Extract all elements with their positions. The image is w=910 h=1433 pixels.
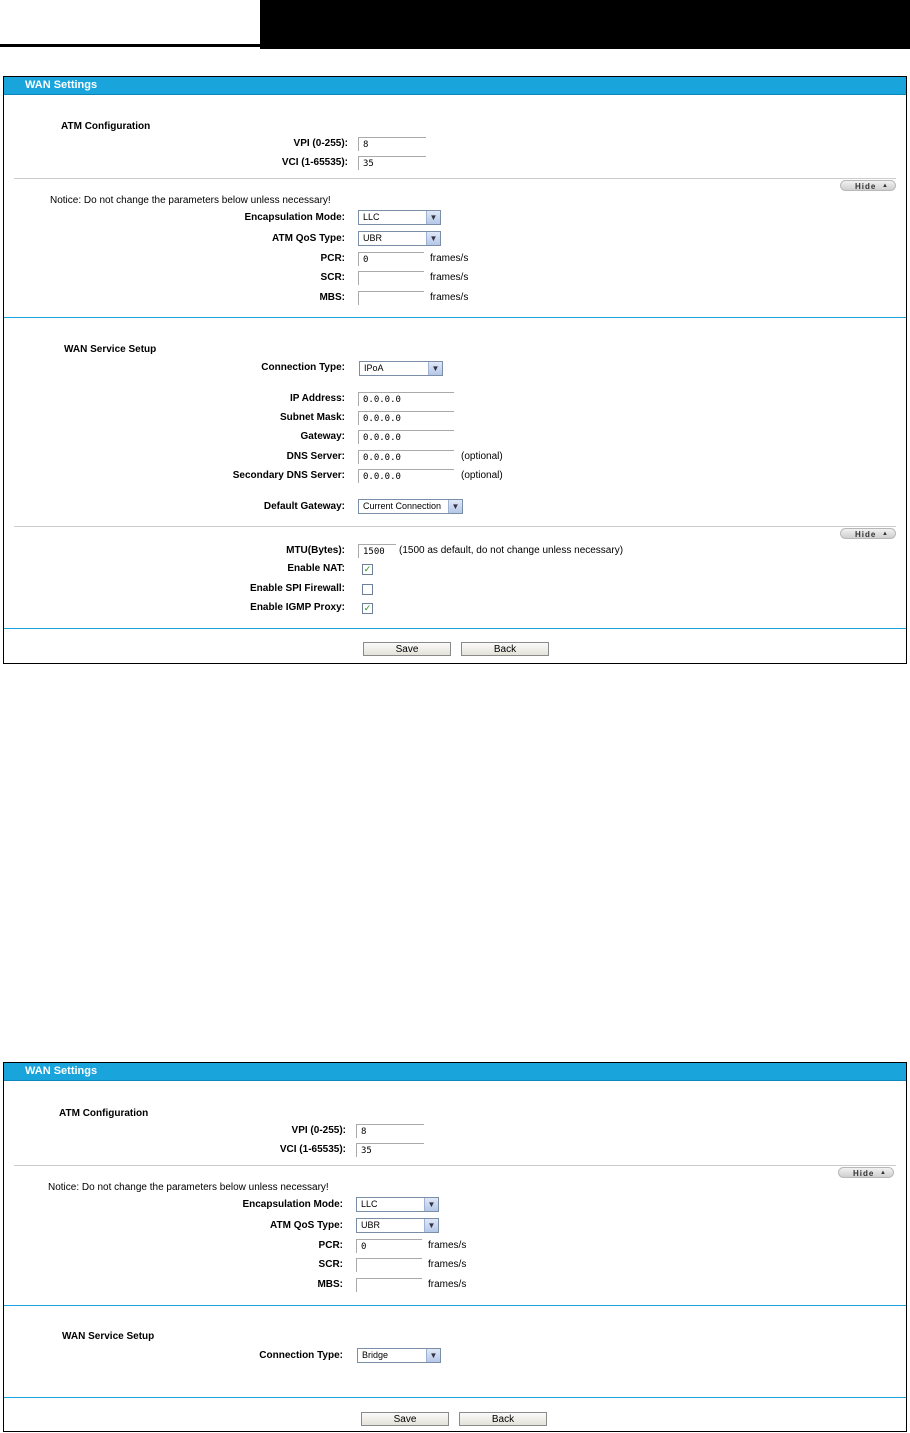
panel-title: WAN Settings — [4, 77, 906, 95]
scr-unit: frames/s — [430, 272, 469, 283]
chevron-up-icon: ▲ — [882, 183, 889, 189]
pcr-label: PCR: — [318, 1240, 343, 1251]
wan-settings-panel-bridge — [3, 1062, 907, 1432]
qos-label: ATM QoS Type: — [272, 233, 345, 244]
header-tab — [0, 0, 260, 47]
ip-address-input[interactable] — [358, 392, 454, 406]
pcr-input[interactable] — [356, 1239, 422, 1253]
notice-text: Notice: Do not change the parameters below unless necessary! — [50, 195, 331, 206]
secondary-dns-label: Secondary DNS Server: — [232, 470, 345, 481]
vci-input[interactable] — [358, 156, 426, 170]
pcr-label: PCR: — [320, 253, 345, 264]
wan-service-title: WAN Service Setup — [64, 344, 157, 355]
connection-type-value: Bridge — [362, 1350, 389, 1360]
mbs-unit: frames/s — [428, 1279, 467, 1290]
section-divider — [4, 1305, 906, 1306]
chevron-down-icon: ▼ — [426, 1349, 440, 1362]
atm-config-title: ATM Configuration — [59, 1108, 149, 1119]
document-header — [0, 0, 910, 49]
divider — [14, 178, 896, 179]
secondary-dns-input[interactable] — [358, 469, 454, 483]
qos-value: UBR — [363, 233, 383, 243]
connection-type-select[interactable] — [357, 1348, 441, 1363]
scr-unit: frames/s — [428, 1259, 467, 1270]
section-divider — [4, 1397, 906, 1398]
hide-advanced-button[interactable] — [838, 1167, 894, 1178]
connection-type-value: IPoA — [364, 363, 384, 373]
vci-label: VCI (1-65535): — [279, 1144, 346, 1155]
vpi-input[interactable] — [356, 1124, 424, 1138]
chevron-down-icon: ▼ — [424, 1198, 438, 1211]
divider — [14, 1165, 896, 1166]
encapsulation-value: LLC — [361, 1199, 378, 1209]
chevron-down-icon: ▼ — [424, 1219, 438, 1232]
encapsulation-label: Encapsulation Mode: — [244, 212, 345, 223]
hide-label: Hide — [855, 182, 877, 191]
section-divider — [4, 628, 906, 629]
save-button[interactable]: Save — [363, 642, 451, 656]
scr-label: SCR: — [318, 1259, 343, 1270]
hide-label: Hide — [855, 530, 877, 539]
back-button[interactable]: Back — [459, 1412, 547, 1426]
mbs-unit: frames/s — [430, 292, 469, 303]
encapsulation-select[interactable] — [358, 210, 441, 225]
vpi-label: VPI (0-255): — [291, 1125, 346, 1136]
connection-type-label: Connection Type: — [261, 362, 345, 373]
enable-nat-label: Enable NAT: — [287, 563, 345, 574]
subnet-mask-input[interactable] — [358, 411, 454, 425]
hide-advanced-button[interactable] — [840, 528, 896, 539]
mbs-input[interactable] — [356, 1278, 422, 1292]
enable-igmp-label: Enable IGMP Proxy: — [250, 602, 345, 613]
vci-label: VCI (1-65535): — [281, 157, 348, 168]
default-gateway-select[interactable] — [358, 499, 463, 514]
mtu-input[interactable] — [358, 544, 396, 558]
wan-settings-panel-ipoa — [3, 76, 907, 664]
divider — [14, 526, 896, 527]
dns2-optional-note: (optional) — [461, 470, 503, 481]
qos-value: UBR — [361, 1220, 381, 1230]
default-gateway-value: Current Connection — [363, 501, 442, 511]
mtu-label: MTU(Bytes): — [286, 545, 345, 556]
chevron-up-icon: ▲ — [882, 531, 889, 537]
notice-text: Notice: Do not change the parameters below unless necessary! — [48, 1182, 329, 1193]
pcr-input[interactable] — [358, 252, 424, 266]
default-gateway-label: Default Gateway: — [263, 501, 345, 512]
back-button[interactable]: Back — [461, 642, 549, 656]
section-divider — [4, 317, 906, 318]
mbs-label: MBS: — [317, 1279, 343, 1290]
chevron-down-icon: ▼ — [448, 500, 462, 513]
qos-select[interactable] — [358, 231, 441, 246]
wan-service-title: WAN Service Setup — [62, 1331, 155, 1342]
scr-input[interactable] — [356, 1258, 422, 1272]
chevron-down-icon: ▼ — [426, 211, 440, 224]
enable-nat-checkbox[interactable]: ✓ — [363, 564, 372, 574]
chevron-down-icon: ▼ — [426, 232, 440, 245]
ip-address-label: IP Address: — [289, 393, 345, 404]
qos-label: ATM QoS Type: — [270, 1220, 343, 1231]
hide-advanced-button[interactable] — [840, 180, 896, 191]
pcr-unit: frames/s — [428, 1240, 467, 1251]
hide-label: Hide — [853, 1169, 875, 1178]
enable-spi-label: Enable SPI Firewall: — [249, 583, 345, 594]
gateway-input[interactable] — [358, 430, 454, 444]
encapsulation-label: Encapsulation Mode: — [242, 1199, 343, 1210]
mtu-note: (1500 as default, do not change unless necessary) — [399, 545, 624, 556]
encapsulation-select[interactable] — [356, 1197, 439, 1212]
vpi-label: VPI (0-255): — [293, 138, 348, 149]
qos-select[interactable] — [356, 1218, 439, 1233]
encapsulation-value: LLC — [363, 212, 380, 222]
mbs-label: MBS: — [319, 292, 345, 303]
panel-title: WAN Settings — [4, 1063, 906, 1081]
chevron-up-icon: ▲ — [880, 1170, 887, 1176]
save-button[interactable]: Save — [361, 1412, 449, 1426]
scr-input[interactable] — [358, 271, 424, 285]
vpi-input[interactable] — [358, 137, 426, 151]
enable-igmp-checkbox[interactable]: ✓ — [363, 603, 372, 613]
pcr-unit: frames/s — [430, 253, 469, 264]
dns-server-input[interactable] — [358, 450, 454, 464]
mbs-input[interactable] — [358, 291, 424, 305]
dns-server-label: DNS Server: — [286, 451, 345, 462]
dns-optional-note: (optional) — [461, 451, 503, 462]
chevron-down-icon: ▼ — [428, 362, 442, 375]
gateway-label: Gateway: — [300, 431, 345, 442]
enable-spi-checkbox[interactable] — [362, 584, 373, 595]
subnet-mask-label: Subnet Mask: — [279, 412, 345, 423]
connection-type-select[interactable] — [359, 361, 443, 376]
header-black-bar — [260, 0, 910, 49]
atm-config-title: ATM Configuration — [61, 121, 151, 132]
vci-input[interactable] — [356, 1143, 424, 1157]
scr-label: SCR: — [320, 272, 345, 283]
connection-type-label: Connection Type: — [259, 1350, 343, 1361]
